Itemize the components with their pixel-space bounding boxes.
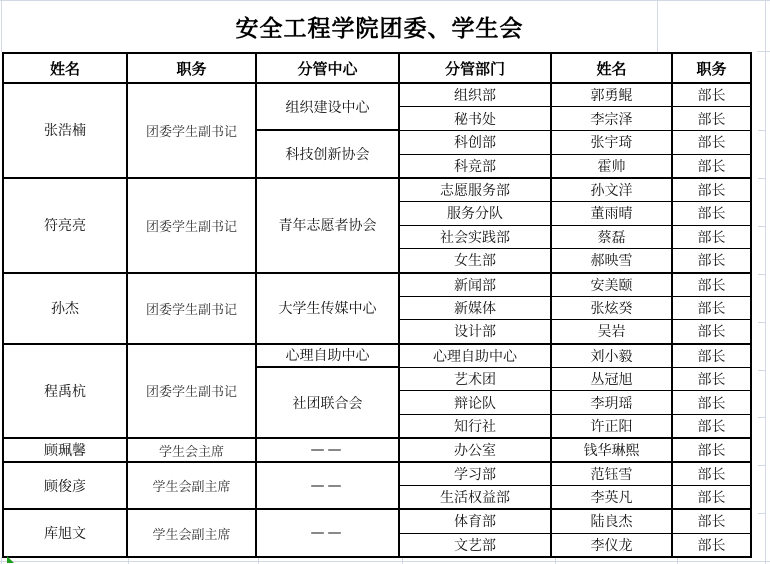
gridline bbox=[0, 561, 770, 562]
cell-member-name[interactable]: 霍帅 bbox=[551, 154, 672, 178]
cell-department[interactable]: 学习部 bbox=[399, 462, 551, 486]
cell-department[interactable]: 科创部 bbox=[399, 130, 551, 154]
cell-department[interactable]: 文艺部 bbox=[399, 533, 551, 557]
cell-member-name[interactable]: 吴岩 bbox=[551, 320, 672, 344]
cell-leader-name[interactable]: 顾俊彦 bbox=[3, 462, 127, 509]
cell-center[interactable]: 青年志愿者协会 bbox=[256, 178, 399, 273]
cell-center[interactable]: —— bbox=[256, 438, 399, 462]
cell-member-role[interactable]: 部长 bbox=[672, 273, 751, 297]
cell-department[interactable]: 新闻部 bbox=[399, 273, 551, 297]
cell-department[interactable]: 秘书处 bbox=[399, 107, 551, 131]
gridline bbox=[1, 557, 2, 564]
cell-member-name[interactable]: 范钰雪 bbox=[551, 462, 672, 486]
cell-department[interactable]: 辩论队 bbox=[399, 391, 551, 415]
cell-member-role[interactable]: 部长 bbox=[672, 462, 751, 486]
cell-department[interactable]: 体育部 bbox=[399, 509, 551, 533]
header-role-right[interactable]: 职务 bbox=[672, 53, 751, 83]
gridline bbox=[677, 557, 678, 564]
cell-member-name[interactable]: 张炫癸 bbox=[551, 296, 672, 320]
cell-member-name[interactable]: 郭勇鲲 bbox=[551, 83, 672, 107]
table-row bbox=[3, 83, 751, 107]
gridline bbox=[758, 130, 766, 131]
cell-leader-role[interactable]: 学生会主席 bbox=[127, 438, 256, 462]
cell-member-role[interactable]: 部长 bbox=[672, 107, 751, 131]
table-row bbox=[3, 178, 751, 202]
cell-member-name[interactable]: 李英凡 bbox=[551, 486, 672, 510]
cell-member-role[interactable]: 部长 bbox=[672, 509, 751, 533]
cell-leader-name[interactable]: 顾珮馨 bbox=[3, 438, 127, 462]
gridline bbox=[758, 370, 766, 371]
cell-leader-role[interactable]: 团委学生副书记 bbox=[127, 273, 256, 344]
header-department[interactable]: 分管部门 bbox=[399, 53, 551, 83]
cell-center[interactable]: —— bbox=[256, 509, 399, 556]
sheet-title[interactable]: 安全工程学院团委、学生会 bbox=[235, 15, 524, 42]
cell-center[interactable]: —— bbox=[256, 462, 399, 509]
cell-department[interactable]: 志愿服务部 bbox=[399, 178, 551, 202]
cell-center[interactable]: 组织建设中心 bbox=[256, 83, 399, 130]
cell-member-role[interactable]: 部长 bbox=[672, 367, 751, 391]
cell-member-role[interactable]: 部长 bbox=[672, 249, 751, 273]
cell-leader-name[interactable]: 孙杰 bbox=[3, 273, 127, 344]
cell-department[interactable]: 女生部 bbox=[399, 249, 551, 273]
cell-center[interactable]: 社团联合会 bbox=[256, 367, 399, 438]
cell-department[interactable]: 服务分队 bbox=[399, 201, 551, 225]
cell-member-role[interactable]: 部长 bbox=[672, 438, 751, 462]
header-center[interactable]: 分管中心 bbox=[256, 53, 399, 83]
gridline bbox=[758, 226, 766, 227]
cell-member-role[interactable]: 部长 bbox=[672, 391, 751, 415]
cell-member-role[interactable]: 部长 bbox=[672, 225, 751, 249]
cell-member-role[interactable]: 部长 bbox=[672, 320, 751, 344]
header-role-left[interactable]: 职务 bbox=[127, 53, 256, 83]
cell-department[interactable]: 组织部 bbox=[399, 83, 551, 107]
table-row bbox=[3, 273, 751, 297]
gridline bbox=[758, 513, 766, 514]
cell-leader-role[interactable]: 学生会副主席 bbox=[127, 462, 256, 509]
table-row bbox=[3, 509, 751, 533]
header-name-left[interactable]: 姓名 bbox=[3, 53, 127, 83]
cell-member-name[interactable]: 孙文洋 bbox=[551, 178, 672, 202]
gridline bbox=[258, 557, 259, 564]
cell-center[interactable]: 心理自助中心 bbox=[256, 344, 399, 368]
gridline bbox=[758, 322, 766, 323]
header-row bbox=[3, 53, 751, 83]
cell-department[interactable]: 科竞部 bbox=[399, 154, 551, 178]
cell-department[interactable]: 艺术团 bbox=[399, 367, 551, 391]
cell-member-role[interactable]: 部长 bbox=[672, 296, 751, 320]
cell-member-name[interactable]: 许正阳 bbox=[551, 415, 672, 439]
cell-member-role[interactable]: 部长 bbox=[672, 533, 751, 557]
header-name-right[interactable]: 姓名 bbox=[551, 53, 672, 83]
gridline bbox=[758, 465, 766, 466]
cell-member-name[interactable]: 董雨晴 bbox=[551, 201, 672, 225]
gridline bbox=[402, 557, 403, 564]
cell-leader-role[interactable]: 学生会副主席 bbox=[127, 509, 256, 556]
cell-member-role[interactable]: 部长 bbox=[672, 344, 751, 368]
cell-leader-role[interactable]: 团委学生副书记 bbox=[127, 83, 256, 178]
gridline bbox=[758, 178, 766, 179]
cell-member-role[interactable]: 部长 bbox=[672, 201, 751, 225]
cell-leader-name[interactable]: 张浩楠 bbox=[3, 83, 127, 178]
gridline bbox=[758, 417, 766, 418]
cell-member-role[interactable]: 部长 bbox=[672, 415, 751, 439]
cell-member-role[interactable]: 部长 bbox=[672, 486, 751, 510]
cell-member-name[interactable]: 陆良杰 bbox=[551, 509, 672, 533]
gridline bbox=[765, 0, 766, 564]
cell-leader-name[interactable]: 程禹杭 bbox=[3, 344, 127, 439]
cell-member-role[interactable]: 部长 bbox=[672, 83, 751, 107]
cell-member-name[interactable]: 钱华琳熙 bbox=[551, 438, 672, 462]
cell-member-name[interactable]: 安美颐 bbox=[551, 273, 672, 297]
table-row bbox=[3, 344, 751, 368]
cell-department[interactable]: 新媒体 bbox=[399, 296, 551, 320]
cell-department[interactable]: 知行社 bbox=[399, 415, 551, 439]
cell-leader-name[interactable]: 库旭文 bbox=[3, 509, 127, 556]
roster-table bbox=[2, 52, 752, 558]
cell-member-role[interactable]: 部长 bbox=[672, 130, 751, 154]
cell-member-name[interactable]: 李宗泽 bbox=[551, 107, 672, 131]
cell-department[interactable]: 社会实践部 bbox=[399, 225, 551, 249]
cell-center[interactable]: 科技创新协会 bbox=[256, 130, 399, 177]
cell-department[interactable]: 心理自助中心 bbox=[399, 344, 551, 368]
cell-member-name[interactable]: 张宇琦 bbox=[551, 130, 672, 154]
table-row bbox=[3, 462, 751, 486]
cell-member-role[interactable]: 部长 bbox=[672, 154, 751, 178]
cell-member-name[interactable]: 郝映雪 bbox=[551, 249, 672, 273]
gridline bbox=[757, 51, 770, 52]
cell-leader-name[interactable]: 符亮亮 bbox=[3, 178, 127, 273]
cell-leader-role[interactable]: 团委学生副书记 bbox=[127, 178, 256, 273]
cell-error-indicator-icon bbox=[7, 556, 14, 563]
cell-department[interactable]: 生活权益部 bbox=[399, 486, 551, 510]
cell-member-name[interactable]: 丛冠旭 bbox=[551, 367, 672, 391]
cell-member-name[interactable]: 李玥瑶 bbox=[551, 391, 672, 415]
cell-leader-role[interactable]: 团委学生副书记 bbox=[127, 344, 256, 439]
cell-member-name[interactable]: 刘小毅 bbox=[551, 344, 672, 368]
cell-department[interactable]: 设计部 bbox=[399, 320, 551, 344]
table-row bbox=[3, 438, 751, 462]
cell-center[interactable]: 大学生传媒中心 bbox=[256, 273, 399, 344]
gridline bbox=[555, 557, 556, 564]
cell-member-role[interactable]: 部长 bbox=[672, 178, 751, 202]
gridline bbox=[128, 557, 129, 564]
cell-department[interactable]: 办公室 bbox=[399, 438, 551, 462]
gridline bbox=[758, 274, 766, 275]
cell-member-name[interactable]: 蔡磊 bbox=[551, 225, 672, 249]
cell-member-name[interactable]: 李仪龙 bbox=[551, 533, 672, 557]
